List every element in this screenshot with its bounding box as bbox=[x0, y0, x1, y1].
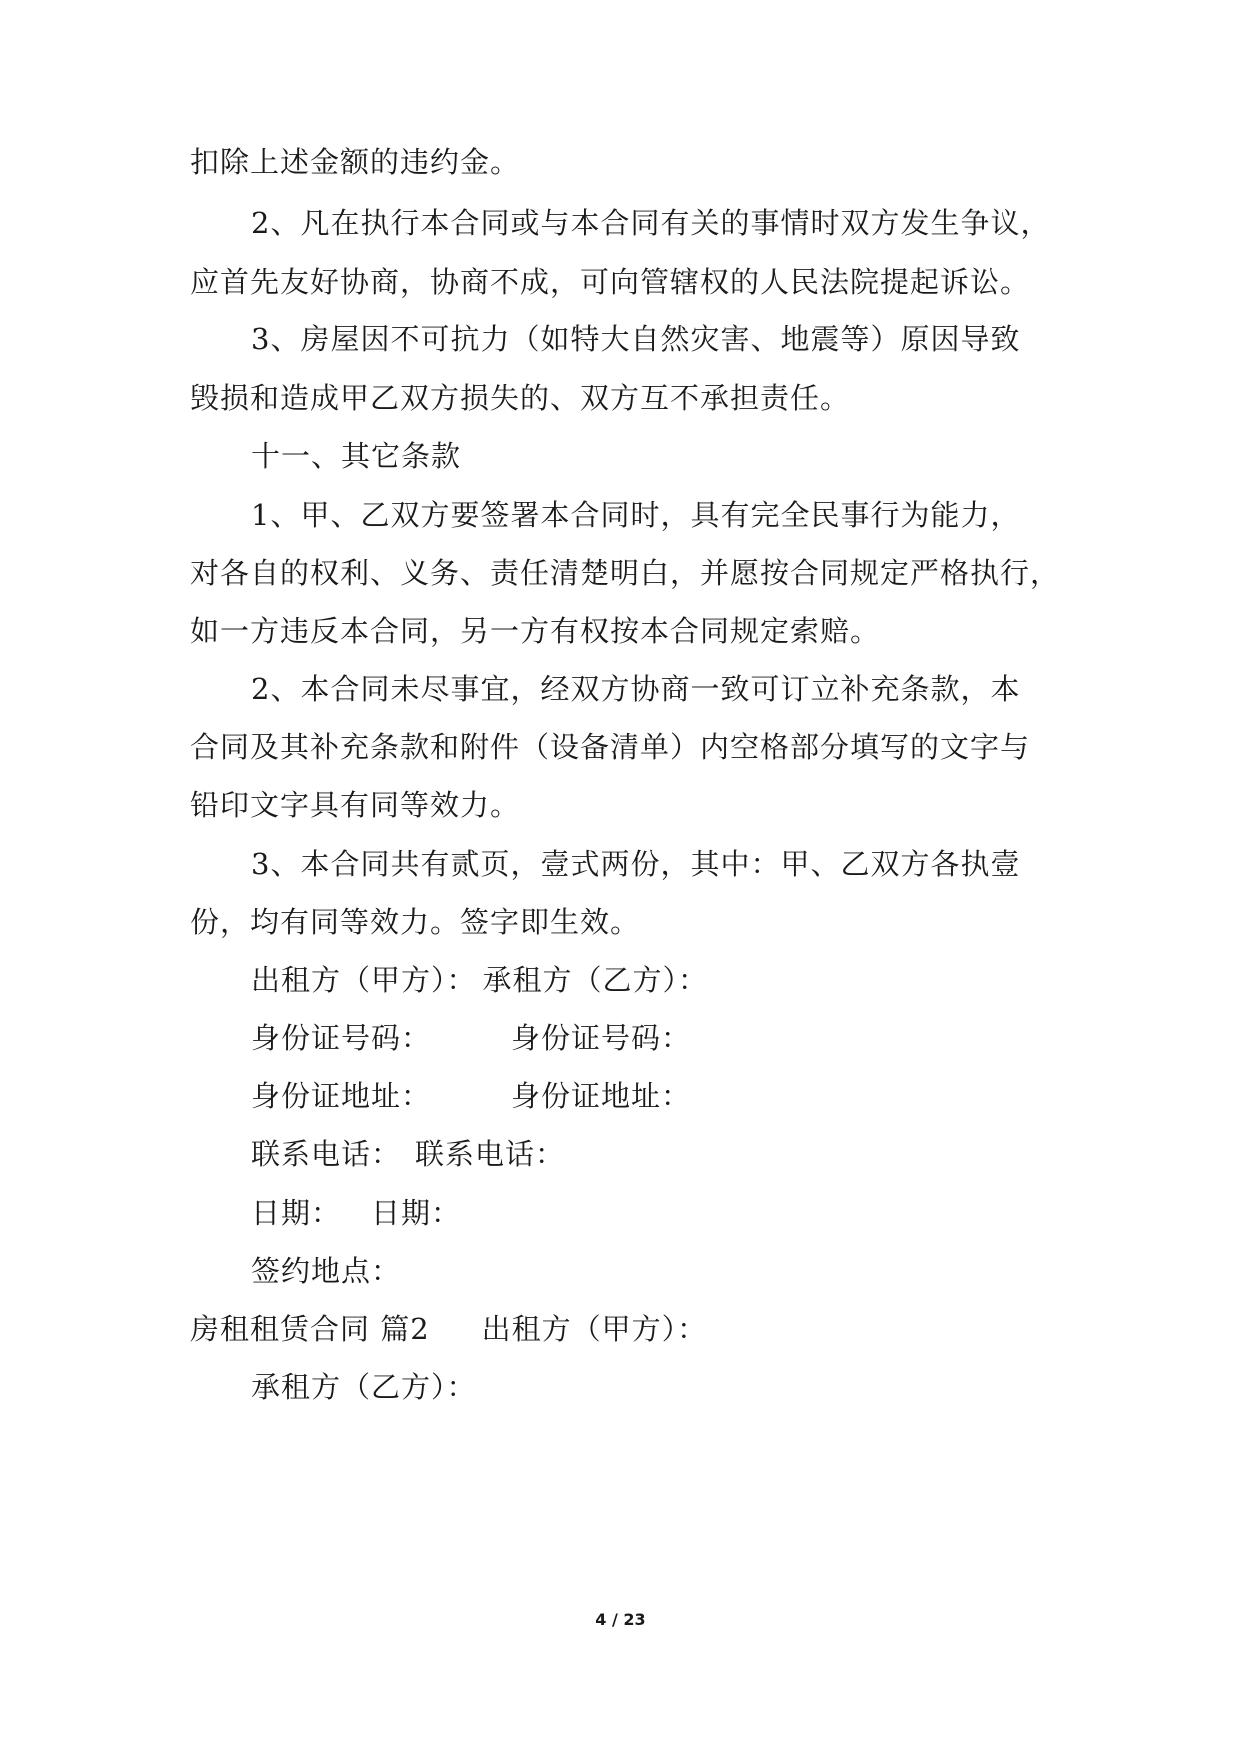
id-number-right: 身份证号码： bbox=[511, 1021, 692, 1055]
id-address-left: 身份证地址： bbox=[251, 1079, 432, 1113]
lessor-label: 出租方（甲方）： bbox=[251, 963, 477, 997]
phone-left: 联系电话： bbox=[251, 1137, 402, 1171]
id-number-left: 身份证号码： bbox=[251, 1021, 432, 1055]
lessee-label: 承租方（乙方）： bbox=[482, 963, 709, 997]
date-left: 日期： bbox=[251, 1196, 342, 1230]
phone-right: 联系电话： bbox=[415, 1137, 566, 1171]
next-section-title: 房租租赁合同 篇2 bbox=[190, 1312, 430, 1346]
signing-place: 签约地点： bbox=[251, 1254, 402, 1288]
next-section-row bbox=[190, 1309, 707, 1349]
text-line-12: 铅印文字具有同等效力。 bbox=[190, 788, 521, 822]
text-line-9: 如一方违反本合同，另一方有权按本合同规定索赔。 bbox=[190, 614, 881, 648]
date-right: 日期： bbox=[371, 1196, 462, 1230]
text-line-14: 份，均有同等效力。签字即生效。 bbox=[190, 905, 641, 939]
signature-date-row bbox=[251, 1193, 461, 1233]
text-line-11: 合同及其补充条款和附件（设备清单）内空格部分填写的文字与 bbox=[190, 730, 1031, 764]
next-section-lessor-label: 出租方（甲方）： bbox=[481, 1312, 708, 1346]
signature-phone-row bbox=[251, 1134, 565, 1174]
text-line-1: 扣除上述金额的违约金。 bbox=[190, 145, 521, 179]
page-number: 4 / 23 bbox=[595, 1610, 646, 1629]
id-address-right: 身份证地址： bbox=[511, 1079, 692, 1113]
text-line-2: 2、凡在执行本合同或与本合同有关的事情时双方发生争议， bbox=[251, 206, 1051, 240]
signature-parties-row bbox=[251, 960, 708, 1000]
section-heading: 十一、其它条款 bbox=[251, 439, 462, 473]
text-line-10: 2、本合同未尽事宜，经双方协商一致可订立补充条款，本 bbox=[251, 672, 1021, 706]
text-line-7: 1、甲、乙双方要签署本合同时，具有完全民事行为能力， bbox=[251, 498, 1021, 532]
text-line-3: 应首先友好协商，协商不成，可向管辖权的人民法院提起诉讼。 bbox=[190, 265, 1031, 299]
next-section-lessee-label: 承租方（乙方）： bbox=[251, 1370, 477, 1404]
text-line-4: 3、房屋因不可抗力（如特大自然灾害、地震等）原因导致 bbox=[251, 322, 1021, 356]
text-line-5: 毁损和造成甲乙双方损失的、双方互不承担责任。 bbox=[190, 381, 851, 415]
signature-id-number-row bbox=[251, 1018, 691, 1058]
text-line-13: 3、本合同共有贰页，壹式两份，其中：甲、乙双方各执壹 bbox=[251, 847, 1021, 881]
signature-id-address-row bbox=[251, 1076, 691, 1116]
text-line-8: 对各自的权利、义务、责任清楚明白，并愿按合同规定严格执行， bbox=[190, 556, 1061, 590]
